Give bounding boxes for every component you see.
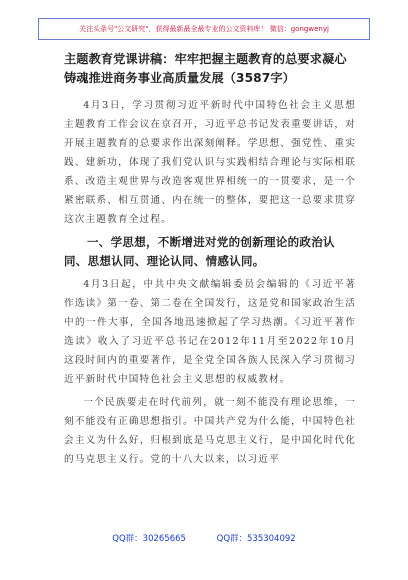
section-paragraph: 4月3日起，中共中央文献编辑委员会编辑的《习近平著作选读》第一卷、第二卷在全国发行，这是党和国家政治生活中的一件大事，全国各地迅速掀起了学习热潮。《习近平著作选读》收入了习近平总书记在2012年11月至2022年10月这段时间内的重要著作，是全党全国各族人民深入学习贯彻习近平新时代中国特色社会主义思想的权威教材。 bbox=[64, 279, 356, 385]
document-title: 主题教育党课讲稿：牢牢把握主题教育的总要求凝心铸魂推进商务事业高质量发展（3587字） bbox=[64, 52, 347, 85]
section-heading: 一、学思想，不断增进对党的创新理论的政治认同、思想认同、理论认同、情感认同。 bbox=[64, 235, 335, 268]
footer-qq-group-1: QQ群：30265665 bbox=[112, 534, 186, 544]
section-paragraph: 一个民族要走在时代前列，就一刻不能没有理论思维，一刻不能没有正确思想指引。中国共产党为什么能，中国特色社会主义为什么好，归根到底是马克思主义行，是中国化时代化的马克思主义行。党的十八大以来，以习近平 bbox=[64, 397, 356, 465]
intro-paragraph: 4月3日，学习贯彻习近平新时代中国特色社会主义思想主题教育工作会议在京召开，习近平总书记发表重要讲话，对开展主题教育的总要求作出深刻阐释。学思想、强党性、重实践、建新功，体现了我们党认识与实践相结合理论与实际相联系、改造主观世界与改造客观世界相统一的一贯要求，是一个紧密联系、相互贯通、内在统一的整体，要把这一总要求贯穿这次主题教育全过程。 bbox=[64, 100, 356, 225]
banner-text: 关注头条号"公文研究"，获得最新最全最专业的公文资料库！ 微信：gongwenyj bbox=[79, 25, 329, 33]
footer-contacts bbox=[0, 532, 408, 544]
footer-qq-group-2: QQ群：535304092 bbox=[216, 534, 296, 544]
top-banner bbox=[38, 18, 370, 40]
document-body bbox=[64, 50, 356, 473]
